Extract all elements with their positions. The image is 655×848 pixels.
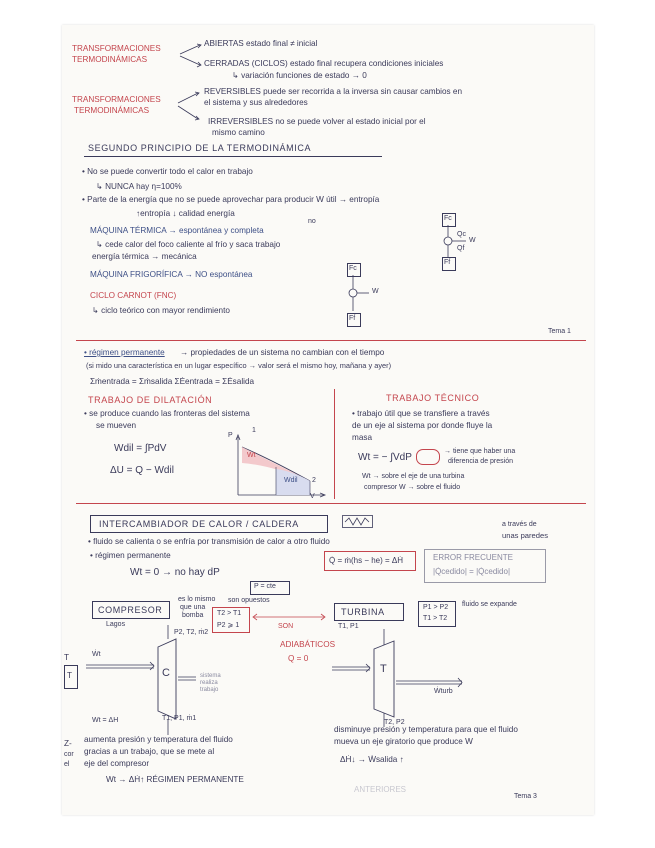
fridge-hot-source: Fc	[347, 263, 361, 277]
left-t: T	[64, 653, 70, 662]
s4-title: INTERCAMBIADOR DE CALOR / CALDERA	[99, 519, 299, 529]
s3-tec-8: compresor W → sobre el fluido	[364, 484, 461, 491]
comp-inlet: T1, P1, ṁ1	[162, 715, 197, 722]
left-cor: cor	[64, 751, 74, 758]
pv-wt-area: Wt	[247, 452, 256, 459]
fridge-w-label: W	[372, 288, 379, 295]
s2-title: SEGUNDO PRINCIPIO DE LA TERMODINÁMICA	[88, 143, 312, 153]
comp-note-2: que una	[180, 604, 206, 611]
sistema-1: sistema	[200, 673, 221, 679]
left-el: el	[64, 761, 70, 768]
engine-w-label: W	[469, 237, 476, 244]
s2-maquina-termica: MÁQUINA TÉRMICA → espontánea y completa	[90, 226, 264, 235]
s3-dil-title: TRABAJO DE DILATACIÓN	[88, 395, 213, 405]
s3-tec-1: • trabajo útil que se transfiere a través	[352, 409, 490, 418]
comp-desc-3: eje del compresor	[84, 759, 150, 768]
s4-error-eq: |Q̇cedido| = |Q̇cedido|	[433, 567, 511, 576]
divider-1	[76, 340, 586, 341]
divider-2	[76, 503, 586, 504]
notes-page	[62, 25, 594, 815]
s3-tec-5: → tiene que haber una	[444, 448, 516, 455]
compresor-box	[92, 601, 170, 619]
turb-desc-3: ΔḢ↓ → Ẇsalida ↑	[340, 755, 404, 764]
s2-line2: ↳ NUNCA hay η=100%	[96, 182, 182, 191]
s3-tec-eq: Wt = − ∫VdP	[358, 452, 412, 463]
s4-title-box	[90, 515, 328, 533]
comp-wt-in: Ẇt	[92, 651, 101, 658]
s1-irreversibles-2: mismo camino	[212, 128, 265, 137]
comp-outlet: P2, T2, ṁ2	[174, 629, 209, 636]
compresor-title: COMPRESOR	[98, 605, 163, 615]
pv-wdil-area: Wdil	[284, 477, 298, 484]
wt-deltah: Wt = ΔH	[92, 717, 119, 724]
comp-desc-2: gracias a un trabajo, que se mete al	[84, 747, 215, 756]
comp-note-1: es lo mismo	[178, 596, 216, 603]
compresor-sub: Lagos	[106, 621, 126, 628]
s2-line6: ↳ cede calor del foco caliente al frío y saca trabajo	[96, 240, 281, 249]
s3-vdp-highlight	[416, 449, 440, 465]
w-turb: Ẇturb	[434, 688, 453, 695]
s2-title-underline	[84, 156, 382, 157]
engine-hot-source: Fc	[442, 213, 456, 227]
s4-eq-box	[324, 551, 416, 571]
s3-regimen-def: → propiedades de un sistema no cambian con el tiempo	[180, 348, 385, 357]
engine-cold-source: Ff	[442, 257, 456, 271]
engine-qc-label: Qc	[457, 231, 466, 238]
s3-balance: Σṁentrada = Σṁsalida ΣĖentrada = ΣĖsalida	[90, 377, 255, 386]
turbine-outlet: T2, P2	[384, 719, 405, 726]
s1-heading-line4: TERMODINÁMICAS	[74, 106, 150, 115]
left-t-box: T	[64, 665, 78, 689]
q-zero: Q = 0	[288, 654, 309, 663]
s3-dil-eq1: Wdil = ∫PdV	[114, 443, 167, 454]
pv-point2: 2	[312, 477, 316, 484]
fluid-expands: fluido se expande	[462, 601, 517, 608]
turbina-box	[334, 603, 404, 621]
sistema-3: trabajo	[200, 687, 219, 693]
s3-regimen: • régimen permanente	[84, 348, 165, 357]
s1-heading-line2: TERMODINÁMICAS	[72, 55, 148, 64]
s3-tec-3: masa	[352, 433, 373, 442]
engine-qf-label: Qf	[457, 245, 465, 252]
s2-line7: energía térmica → mecánica	[92, 252, 197, 261]
opposite-label: son opuestos	[228, 597, 270, 604]
sistema-2: realiza	[200, 680, 218, 686]
s2-line1: • No se puede convertir todo el calor en trabajo	[82, 167, 253, 176]
s3-vertical-divider	[334, 389, 335, 499]
left-z: Z-	[64, 739, 72, 748]
s4-line3: Wt = 0 → no hay dP	[130, 567, 220, 578]
comp-note-3: bomba	[182, 612, 204, 619]
s3-tec-2: de un eje al sistema por donde fluye la	[352, 421, 493, 430]
pv-diagram	[232, 433, 332, 503]
s1-heading-line1: TRANSFORMACIONES	[72, 44, 161, 53]
s4-line2: • régimen permanente	[90, 551, 171, 560]
s1-cerradas-note: ↳ variación funciones de estado → 0	[232, 71, 367, 80]
s4-error-box	[424, 549, 546, 583]
s4-error-title: ERROR FRECUENTE	[433, 553, 514, 562]
s2-line3: • Parte de la energía que no se puede aprovechar para producir W útil → entropía	[82, 195, 380, 204]
turb-desc-2: mueva un eje giratorio que produce W	[334, 737, 473, 746]
s2-no-mark: no	[308, 218, 316, 225]
s4-eq: Q̇ = ṁ(hs − he) = ΔḢ	[329, 556, 404, 565]
turbina-title: TURBINA	[341, 607, 385, 617]
comp-desc-1: aumenta presión y temperatura del fluido	[84, 735, 233, 744]
comp-cond-box: T2 > T1 P2 ⩾ 1	[212, 607, 250, 633]
turb-desc-1: disminuye presión y temperatura para que el fluido	[334, 725, 518, 734]
s3-tec-7: Wt → sobre el eje de una turbina	[362, 473, 465, 480]
fridge-cold-source: Ff	[347, 313, 361, 327]
s1-cerradas: CERRADAS (CICLOS) estado final recupera condiciones iniciales	[204, 59, 444, 68]
pv-p-label: P	[228, 432, 233, 439]
s3-regimen-example: (si mido una característica en un lugar específico → valor será el mismo hoy, mañana y ayer)	[86, 361, 392, 370]
faded-text: ANTERIORES	[354, 785, 407, 794]
turbine-schematic	[332, 637, 482, 727]
s4-walls: unas paredes	[502, 531, 549, 540]
compressor-c-label: C	[162, 667, 170, 679]
tema-1-label: Tema 1	[548, 328, 571, 335]
s4-through: a través de	[502, 521, 537, 528]
turbine-t-label: T	[380, 663, 387, 675]
s1-heading-line3: TRANSFORMACIONES	[72, 95, 161, 104]
son-label: SON	[278, 623, 294, 630]
s3-tec-title: TRABAJO TÉCNICO	[386, 393, 480, 403]
s1-reversibles: REVERSIBLES puede ser recorrida a la inversa sin causar cambios en	[204, 87, 463, 96]
comp-desc-4: Wt → ΔḢ↑ RÉGIMEN PERMANENTE	[106, 775, 244, 784]
s2-line4: ↑entropía ↓ calidad energía	[136, 209, 235, 218]
turbina-inlet: T1, P1	[338, 623, 359, 630]
s3-dil-2: se mueven	[96, 421, 137, 430]
s1-abiertas: ABIERTAS estado final ≠ inicial	[204, 39, 318, 48]
tema-3-label: Tema 3	[514, 793, 537, 800]
adiabaticos: ADIABÁTICOS	[280, 640, 336, 649]
s3-tec-6: diferencia de presión	[448, 458, 513, 465]
s1-reversibles-2: el sistema y sus alrededores	[204, 98, 308, 107]
heat-exchanger-icon	[342, 515, 382, 531]
brace-arrows-2	[176, 89, 206, 125]
turb-cond-box: P1 > P2 T1 > T2	[418, 601, 456, 627]
pv-point1: 1	[252, 427, 256, 434]
s2-ciclo-carnot: CICLO CARNOT (FNC)	[90, 291, 177, 300]
fridge-diagram	[345, 275, 385, 315]
s2-maquina-frigorifica: MÁQUINA FRIGORÍFICA → NO espontánea	[90, 270, 253, 279]
s1-irreversibles: IRREVERSIBLES no se puede volver al estado inicial por el	[208, 117, 426, 126]
s3-dil-eq2: ΔU = Q − Wdil	[110, 465, 174, 476]
s4-line1: • fluido se calienta o se enfría por transmisión de calor a otro fluido	[88, 537, 330, 546]
s3-dil-1: • se produce cuando las fronteras del sistema	[84, 409, 250, 418]
s2-line10: ↳ ciclo teórico con mayor rendimiento	[92, 306, 230, 315]
pv-v-label: V	[310, 493, 315, 500]
s4-pcte-box: P = cte	[250, 581, 290, 595]
